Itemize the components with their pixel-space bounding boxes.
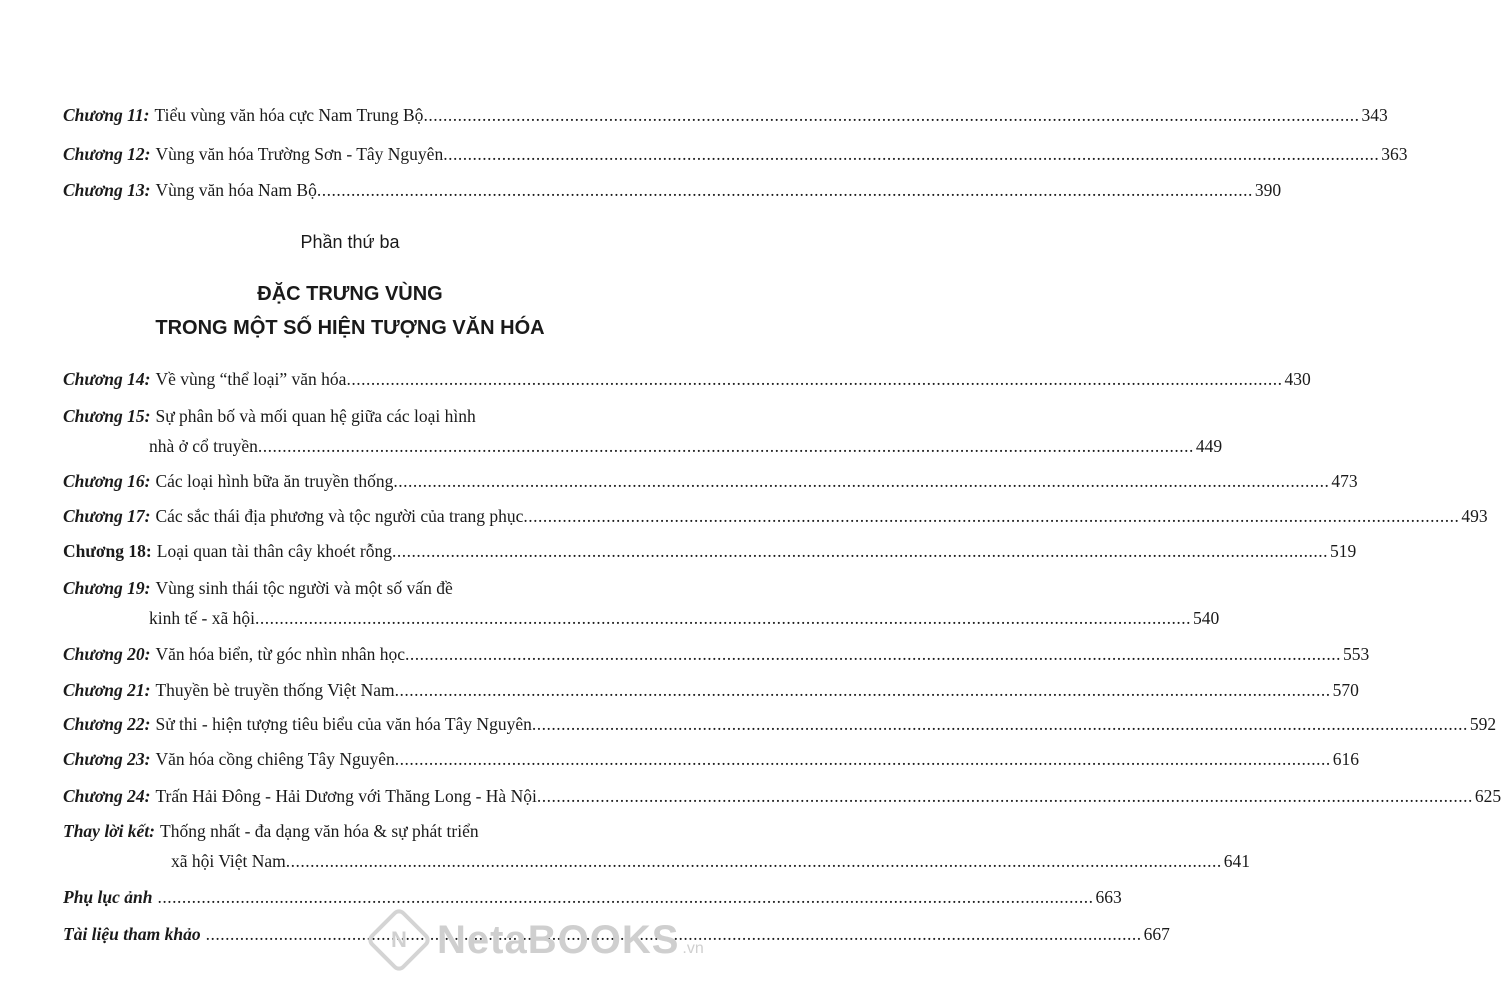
leader-dots — [423, 102, 1359, 128]
chapter-title: Sự phân bố và mối quan hệ giữa các loại hình — [155, 406, 476, 426]
watermark-suffix: .vn — [682, 940, 704, 957]
page-number: 592 — [1469, 714, 1497, 734]
leader-dots — [395, 677, 1331, 703]
chapter-title: Vùng văn hóa Nam Bộ — [155, 180, 317, 200]
page-number: 667 — [1143, 924, 1170, 944]
chapter-title: Vùng văn hóa Trường Sơn - Tây Nguyên — [155, 144, 444, 164]
chapter-label: Chương 19: — [63, 578, 151, 598]
chapter-title: Về vùng “thể loại” văn hóa — [155, 369, 347, 389]
toc-entry — [63, 783, 1501, 809]
leader-dots — [393, 468, 1329, 494]
chapter-title-continued: nhà ở cổ truyền — [149, 436, 258, 456]
chapter-label: Chương 18: — [63, 541, 152, 561]
chapter-label: Chương 20: — [63, 644, 151, 664]
watermark — [375, 916, 704, 964]
page-number: 449 — [1195, 436, 1223, 456]
toc-entry — [63, 403, 1223, 459]
chapter-title: Loại quan tài thân cây khoét rỗng — [156, 541, 392, 561]
chapter-title: Thống nhất - đa dạng văn hóa & sự phát triển — [160, 821, 479, 841]
chapter-label: Thay lời kết: — [63, 821, 156, 841]
toc-entry — [63, 575, 1220, 631]
leader-dots — [317, 177, 1253, 203]
page-number: 343 — [1361, 105, 1388, 125]
chapter-title: Văn hóa cồng chiêng Tây Nguyên — [155, 749, 395, 769]
page-number: 540 — [1192, 608, 1220, 628]
section-label: Tài liệu tham khảo — [63, 924, 201, 944]
chapter-title: Văn hóa biển, từ góc nhìn nhân học — [155, 644, 406, 664]
chapter-label: Chương 17: — [63, 506, 151, 526]
chapter-title: Trấn Hải Đông - Hải Dương với Thăng Long - Hà Nội — [155, 786, 537, 806]
chapter-label: Chương 12: — [63, 144, 151, 164]
leader-dots — [395, 746, 1331, 772]
watermark-brand: NetaBOOKS — [437, 917, 680, 962]
page-number: 616 — [1332, 749, 1359, 769]
leader-dots — [392, 538, 1328, 564]
toc-entry — [63, 746, 1359, 772]
part-subtitle: Phần thứ ba — [300, 232, 400, 252]
toc-entry — [63, 141, 1408, 167]
leader-dots — [537, 783, 1473, 809]
leader-dots — [258, 433, 1194, 459]
chapter-title: Các loại hình bữa ăn truyền thống — [155, 471, 394, 491]
toc-entry — [63, 177, 1282, 203]
leader-dots — [157, 884, 1093, 910]
chapter-title: Thuyền bè truyền thống Việt Nam — [155, 680, 395, 700]
section-label: Phụ lục ảnh — [63, 887, 153, 907]
chapter-label: Chương 24: — [63, 786, 151, 806]
part-title-line1: ĐẶC TRƯNG VÙNG — [257, 283, 443, 305]
toc-entry — [63, 102, 1388, 128]
leader-dots — [523, 503, 1459, 529]
page-number: 570 — [1332, 680, 1359, 700]
chapter-label: Chương 16: — [63, 471, 151, 491]
chapter-label: Chương 23: — [63, 749, 151, 769]
toc-entry — [63, 538, 1357, 564]
chapter-label: Chương 13: — [63, 180, 151, 200]
chapter-title: Tiểu vùng văn hóa cực Nam Trung Bộ — [154, 105, 424, 125]
toc-entry — [63, 677, 1359, 703]
chapter-label: Chương 11: — [63, 105, 150, 125]
chapter-title: Vùng sinh thái tộc người và một số vấn đề — [155, 578, 453, 598]
page-number: 493 — [1461, 506, 1488, 526]
leader-dots — [286, 848, 1222, 874]
page-number: 641 — [1223, 851, 1251, 871]
toc-entry — [63, 884, 1122, 910]
chapter-label: Chương 15: — [63, 406, 151, 426]
brand-logo-icon: N — [365, 906, 433, 974]
toc-entry — [63, 641, 1370, 667]
toc-entry — [63, 711, 1497, 737]
page-number: 519 — [1329, 541, 1357, 561]
leader-dots — [346, 366, 1282, 392]
chapter-title-continued: xã hội Việt Nam — [171, 851, 286, 871]
leader-dots — [405, 641, 1341, 667]
chapter-label: Chương 21: — [63, 680, 151, 700]
leader-dots — [443, 141, 1379, 167]
chapter-title: Sử thi - hiện tượng tiêu biểu của văn hóa Tây Nguyên — [155, 714, 532, 734]
toc-entry — [63, 366, 1311, 392]
chapter-label: Chương 14: — [63, 369, 151, 389]
page-number: 363 — [1381, 144, 1408, 164]
part-title-line2: TRONG MỘT SỐ HIỆN TƯỢNG VĂN HÓA — [155, 317, 545, 339]
chapter-title-continued: kinh tế - xã hội — [149, 608, 255, 628]
page-number: 553 — [1343, 644, 1370, 664]
page-number: 473 — [1331, 471, 1358, 491]
chapter-title: Các sắc thái địa phương và tộc người của trang phục — [155, 506, 524, 526]
toc-entry — [63, 818, 1251, 874]
leader-dots — [532, 711, 1468, 737]
toc-entry — [63, 503, 1488, 529]
toc-entry — [63, 468, 1358, 494]
page-number: 663 — [1095, 887, 1122, 907]
page-number: 430 — [1284, 369, 1311, 389]
leader-dots — [255, 605, 1191, 631]
page-number: 625 — [1474, 786, 1501, 806]
page-number: 390 — [1254, 180, 1282, 200]
chapter-label: Chương 22: — [63, 714, 151, 734]
